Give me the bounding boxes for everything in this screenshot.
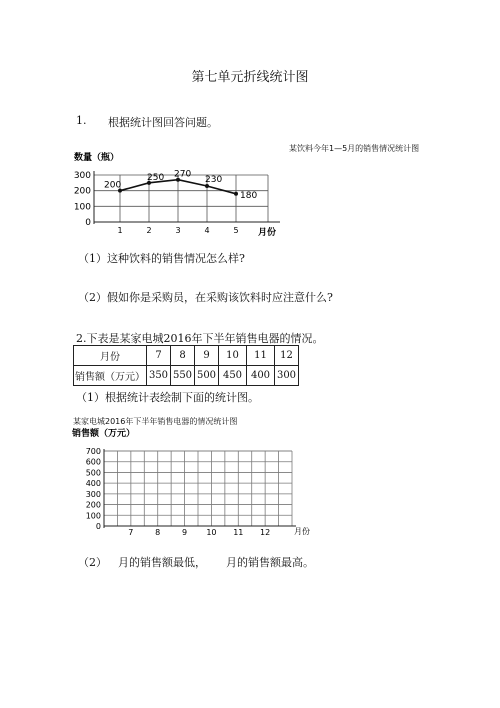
chart-2-ytick-label: 600 [85,457,101,467]
table-header-cell: 11 [247,346,275,366]
chart-1-data-label: 250 [147,172,165,183]
chart-2-ytick-label: 500 [85,468,101,478]
chart-2-ytick-label: 700 [85,447,101,456]
question-2-sub2-end: 月的销售额最高。 [226,556,314,569]
chart-1-xtick-label: 3 [175,226,181,235]
chart-1-xtick-label: 4 [204,226,210,235]
table-cell: 350 [147,366,171,386]
question-1-number: 1. [76,114,87,127]
chart-1-data-label: 270 [174,169,192,180]
chart-2-xtick-label: 10 [206,528,217,537]
chart-1-caption: 某饮料今年1—5月的销售情况统计图 [289,144,420,153]
table-cell: 销售额（万元） [74,366,147,386]
table-cell: 300 [275,366,299,386]
table-header-cell: 7 [147,346,171,366]
sales-table [73,345,299,386]
chart-1-data-label: 200 [104,180,122,191]
chart-1-ytick-label: 100 [73,202,91,213]
chart-2-xtick-label: 9 [182,528,188,537]
chart-2-caption: 某家电城2016年下半年销售电器的情况统计图 [73,417,238,426]
chart-1-data-label: 230 [205,174,223,185]
chart-2-ytick-label: 400 [85,479,101,489]
chart-1-data-point [234,192,238,196]
question-2-sub2-mid: 月的销售额最低， [118,556,206,569]
chart-2-empty-grid [68,426,318,544]
chart-1-ytick-label: 200 [73,186,91,197]
question-1-sub2: （2）假如你是采购员，在采购该饮料时应注意什么? [78,291,333,304]
chart-2-ytick-label: 0 [95,522,101,531]
chart-2-ylabel: 销售额（万元） [72,429,136,439]
table-row [74,346,299,366]
chart-1-ytick-label: 300 [73,171,91,181]
chart-2-ytick-label: 100 [85,511,101,521]
table-cell: 550 [171,366,195,386]
question-2-sub1: （1）根据统计表绘制下面的统计图。 [76,391,259,404]
chart-2-xtick-label: 12 [260,528,271,537]
chart-1-xtick-label: 1 [117,226,123,235]
chart-2-xlabel: 月份 [294,527,310,536]
chart-2-ytick-label: 300 [85,489,101,499]
table-header-cell: 月份 [74,346,147,366]
chart-2-xtick-label: 8 [155,528,161,537]
chart-1-ytick-label: 0 [85,218,91,228]
question-1-sub1: （1）这种饮料的销售情况怎么样? [78,252,245,265]
question-1-prompt: 根据统计图回答问题。 [108,116,218,129]
chart-1-xtick-label: 2 [146,226,152,235]
question-2-sub2-prefix: （2） [78,556,107,569]
table-header-cell: 12 [275,346,299,366]
chart-1-ylabel: 数量（瓶） [74,153,120,163]
question-2-prompt: 2.下表是某家电城2016年下半年销售电器的情况。 [76,332,324,345]
table-cell: 500 [195,366,219,386]
table-cell: 400 [247,366,275,386]
chart-1-xlabel: 月份 [258,228,277,238]
chart-2-xtick-label: 11 [233,528,244,537]
table-header-cell: 9 [195,346,219,366]
chart-1-beverage-sales [66,148,296,248]
table-header-cell: 8 [171,346,195,366]
chart-2-ytick-label: 200 [85,500,101,510]
table-row [74,366,299,386]
page-title: 第七单元折线统计图 [191,70,309,85]
table-cell: 450 [219,366,247,386]
chart-2-xtick-label: 7 [128,528,134,537]
table-header-cell: 10 [219,346,247,366]
chart-1-xtick-label: 5 [233,226,239,235]
chart-1-data-label: 180 [240,190,258,201]
